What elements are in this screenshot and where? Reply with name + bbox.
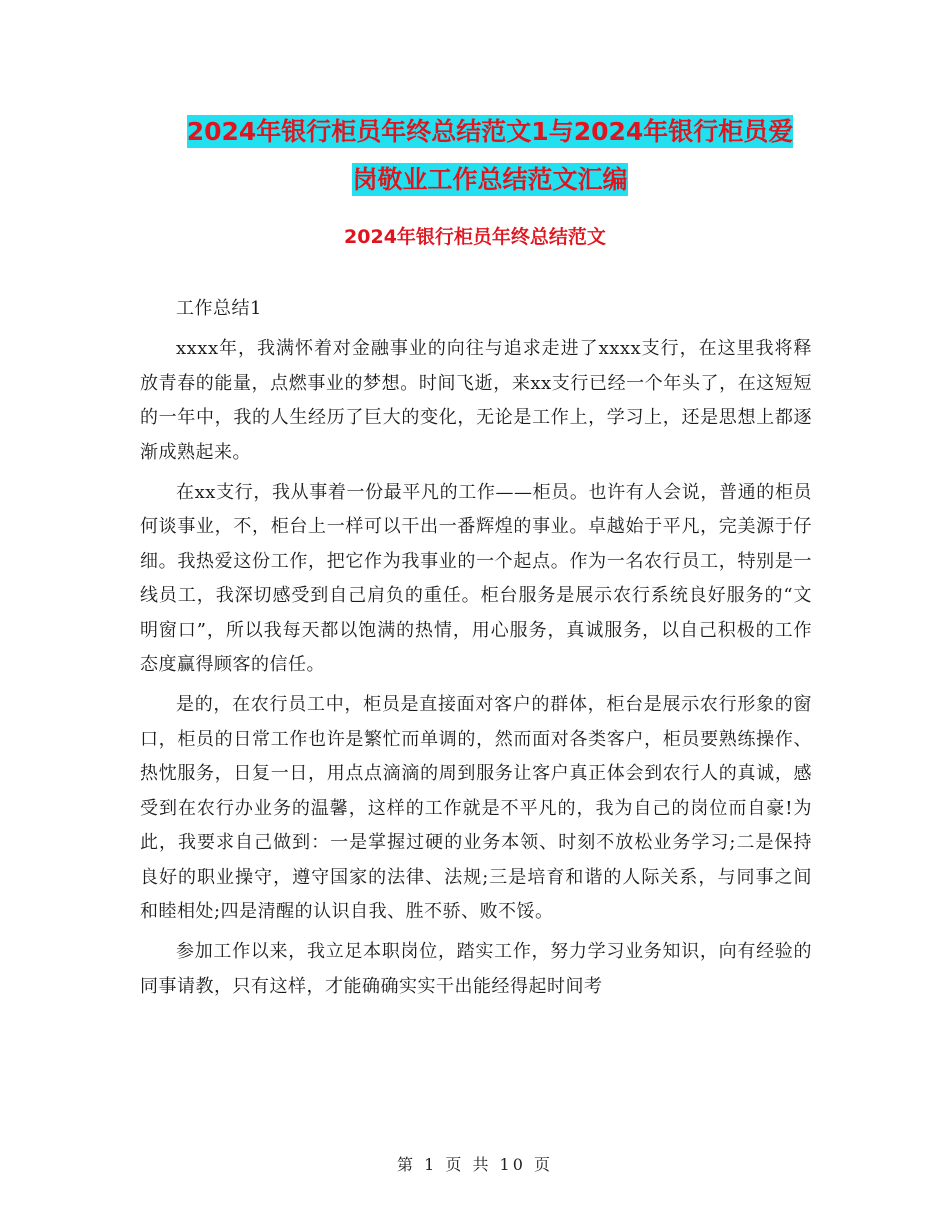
document-title-line2: 岗敬业工作总结范文汇编 <box>352 165 628 194</box>
paragraph-2: 在xx支行，我从事着一份最平凡的工作——柜员。也许有人会说，普通的柜员何谈事业，不，柜台上一样可以干出一番辉煌的事业。卓越始于平凡，完美源于仔细。我热爱这份工作，把它作为我事业的一个起点。作为一名农行员工，特别是一线员工，我深切感受到自己肩负的重任。柜台服务是展示农行系统良好服务的“文明窗口”，所以我每天都以饱满的热情，用心服务，真诚服务，以自己积极的工作态度赢得顾客的信任。 <box>140 482 812 676</box>
paragraph-1: xxxx年，我满怀着对金融事业的向往与追求走进了xxxx支行，在这里我将释放青春的能量，点燃事业的梦想。时间飞逝，来xx支行已经一个年头了，在这短短的一年中，我的人生经历了巨大的变化，无论是工作上，学习上，还是思想上都逐渐成熟起来。 <box>140 338 812 463</box>
paragraph-4: 参加工作以来，我立足本职岗位，踏实工作，努力学习业务知识，向有经验的同事请教，只有这样，才能确确实实干出能经得起时间考 <box>140 941 812 997</box>
work-summary-label: 工作总结1 <box>176 298 262 319</box>
document-title <box>140 108 840 204</box>
page-footer: 第 1 页 共 10 页 <box>397 1155 553 1174</box>
document-body <box>140 292 812 1010</box>
document-title-line1: 2024年银行柜员年终总结范文1与2024年银行柜员爱 <box>186 117 794 146</box>
paragraph-3: 是的，在农行员工中，柜员是直接面对客户的群体，柜台是展示农行形象的窗口，柜员的日常工作也许是繁忙而单调的，然而面对各类客户，柜员要熟练操作、热忱服务，日复一日，用点点滴滴的周到服务让客户真正体会到农行人的真诚，感受到在农行办业务的温馨，这样的工作就是不平凡的，我为自己的岗位而自豪!为此，我要求自己做到：一是掌握过硬的业务本领、时刻不放松业务学习;二是保持良好的职业操守，遵守国家的法律、法规;三是培育和谐的人际关系，与同事之间和睦相处;四是清醒的认识自我、胜不骄、败不馁。 <box>140 694 812 922</box>
section-title: 2024年银行柜员年终总结范文 <box>344 226 606 248</box>
